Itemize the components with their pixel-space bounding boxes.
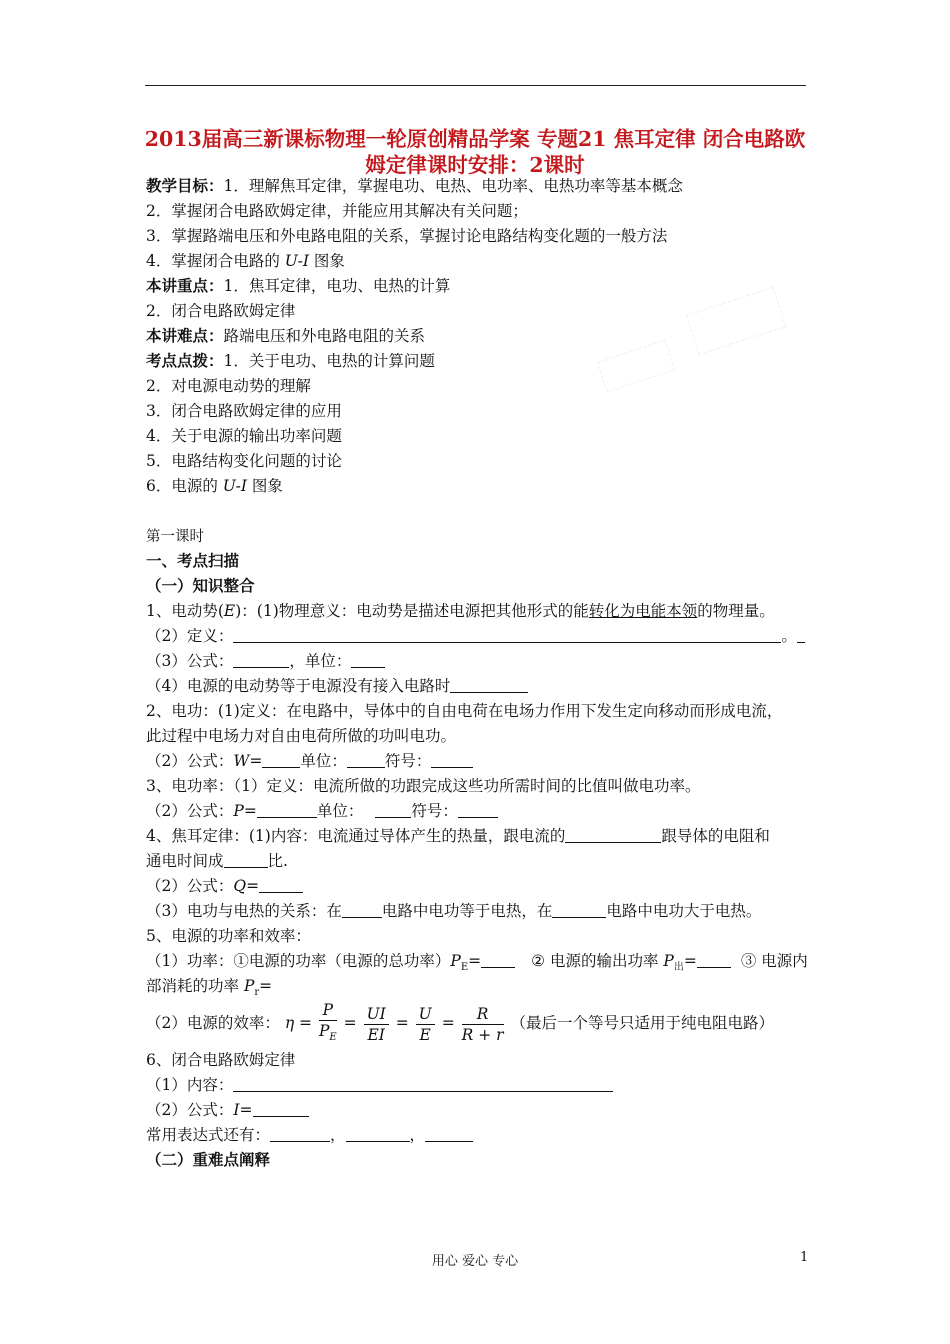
goal-item: 1．理解焦耳定律，掌握电功、电热、电功率、电热功率等基本概念 (223, 177, 683, 195)
text: = (683, 952, 697, 970)
text: = (299, 1014, 313, 1033)
text: （4）电源的电动势等于电源没有接入电路时 (146, 677, 451, 695)
subscript: E (329, 1032, 337, 1044)
work-definition-2: 此过程中电场力对自由电荷所做的功叫电功。 (146, 727, 457, 745)
subscript: E (460, 962, 469, 974)
page-footer: 用心 爱心 专心 (431, 1254, 519, 1269)
points-item: 1．关于电功、电热的计算问题 (223, 352, 435, 370)
blank[interactable] (450, 678, 528, 693)
text: 比. (267, 852, 288, 870)
focus-line-1 (146, 276, 450, 296)
blank[interactable] (262, 753, 300, 768)
text: （1）内容： (146, 1076, 234, 1094)
symbol: P (243, 977, 255, 995)
text: 4、焦耳定律：(1)内容：电流通过导体产生的热量，跟电流的 (146, 827, 566, 845)
text: 。 (781, 627, 797, 645)
blank[interactable] (224, 853, 268, 868)
text: = (468, 952, 482, 970)
blank[interactable] (257, 803, 317, 818)
fraction (364, 1004, 389, 1045)
text: （2）公式： (146, 1101, 234, 1119)
emf-meaning (146, 601, 775, 621)
text: = (246, 877, 260, 895)
text: （2）电源的效率： (146, 1014, 280, 1033)
blank[interactable] (233, 1077, 613, 1092)
text: ， (330, 1126, 346, 1144)
ohm-content (146, 1075, 613, 1095)
subscript: r (254, 987, 260, 999)
source-efficiency (146, 1000, 774, 1048)
joule-relation (146, 901, 761, 921)
focus-item: 2．闭合电路欧姆定律 (146, 302, 296, 320)
denominator: R + r (461, 1025, 504, 1044)
text: = (395, 1014, 409, 1033)
numerator: R (462, 1004, 504, 1025)
source-power-1 (146, 951, 808, 978)
fraction (416, 1004, 435, 1045)
ohm-common (146, 1125, 473, 1145)
text: 符号： (384, 752, 432, 770)
text: （2）公式： (146, 877, 234, 895)
joule-content-1 (146, 826, 770, 846)
watermark (597, 340, 675, 393)
points-item: 4．关于电源的输出功率问题 (146, 427, 342, 445)
goal-item: 3．掌握路端电压和外电路电阻的关系，掌握讨论电路结构变化题的一般方法 (146, 227, 668, 245)
text: 1、电动势( (146, 602, 224, 620)
text: 通电时间成 (146, 852, 224, 870)
blank[interactable] (351, 653, 385, 668)
text: 的物理量。 (697, 602, 775, 620)
denominator (319, 1021, 337, 1048)
symbol: P (450, 952, 461, 970)
power-formula (146, 801, 498, 821)
points-item-text: 图象 (246, 477, 283, 495)
text: 跟导体的电阻和 (661, 827, 770, 845)
text: 电路中电功等于电热，在 (381, 902, 553, 920)
focus-item: 1．焦耳定律，电功、电热的计算 (223, 277, 451, 295)
text: = (343, 1014, 357, 1033)
points-item: 2．对电源电动势的理解 (146, 377, 311, 395)
header-rule (145, 85, 806, 86)
document-title: 2013届高三新课标物理一轮原创精品学案 专题21 焦耳定律 闭合电路欧姆定律课时安排：2课时 (144, 127, 806, 177)
blank[interactable] (346, 1127, 410, 1142)
blank[interactable] (253, 1102, 309, 1117)
blank[interactable] (552, 903, 606, 918)
text: 单位： (300, 752, 347, 770)
text: 单位： (316, 802, 364, 820)
joule-content-2 (146, 851, 288, 871)
blank[interactable] (375, 803, 411, 818)
text: （3）电功与电热的关系：在 (146, 902, 342, 920)
fraction (319, 1000, 337, 1048)
underlined-text: 转化为电能本领 (588, 602, 698, 620)
text: 符号： (411, 802, 458, 820)
points-line-1 (146, 351, 435, 371)
page-number: 1 (800, 1250, 809, 1265)
numerator: U (416, 1004, 435, 1025)
text: )：(1)物理意义：电动势是描述电源把其他形式的能 (235, 602, 589, 620)
text: 电路中电功大于电热。 (606, 902, 762, 920)
text: ③ 电源内 (740, 952, 808, 970)
text: （2）定义： (146, 627, 234, 645)
joule-formula (146, 876, 303, 896)
denominator: E (419, 1025, 431, 1044)
points-item: 3．闭合电路欧姆定律的应用 (146, 402, 342, 420)
blank[interactable] (481, 953, 515, 968)
blank[interactable] (425, 1127, 473, 1142)
numerator: P (319, 1000, 337, 1021)
emf-definition (146, 626, 805, 646)
goal-item-text: 图象 (308, 252, 345, 270)
subscript: 出 (673, 962, 684, 974)
symbol: P (233, 802, 244, 820)
points-item: 5．电路结构变化问题的讨论 (146, 452, 342, 470)
points-item-6 (146, 476, 283, 496)
section-heading: 一、考点扫描 (146, 551, 240, 570)
subsection-heading: （一）知识整合 (146, 576, 255, 595)
difficulty-text: 路端电压和外电路电阻的关系 (223, 327, 426, 345)
watermark (686, 287, 786, 355)
text: = (441, 1014, 455, 1033)
lesson-label: 第一课时 (146, 529, 204, 545)
fraction (462, 1004, 504, 1045)
goals-label: 教学目标： (146, 176, 224, 195)
blank[interactable] (233, 653, 289, 668)
blank[interactable] (342, 903, 382, 918)
text: （3）公式： (146, 652, 234, 670)
symbol: P (318, 1022, 330, 1040)
difficulty-label: 本讲难点： (146, 326, 224, 345)
symbol: W (233, 752, 250, 770)
blank[interactable] (347, 753, 385, 768)
text: （2）公式： (146, 752, 234, 770)
text: （1）功率：①电源的功率（电源的总功率） (146, 952, 451, 970)
text: = (249, 752, 263, 770)
points-label: 考点点拨： (146, 351, 224, 370)
symbol: I (233, 1101, 240, 1119)
text: ，单位： (289, 652, 352, 670)
text: ② 电源的输出功率 (531, 952, 664, 970)
text: = (243, 802, 257, 820)
goals-line-1 (146, 176, 683, 196)
subsection-heading: （二）重难点阐释 (146, 1150, 271, 1169)
goal-item-4 (146, 251, 345, 271)
text: = (259, 977, 273, 995)
blank[interactable] (270, 1127, 330, 1142)
emf-formula (146, 651, 385, 671)
symbol: P (663, 952, 674, 970)
emf-note (146, 676, 528, 696)
blank (797, 628, 805, 643)
difficulty-line (146, 326, 425, 346)
goal-item: 2．掌握闭合电路欧姆定律，并能应用其解决有关问题； (146, 202, 528, 220)
ohm-heading: 6、闭合电路欧姆定律 (146, 1051, 296, 1069)
ui-term: U-I (222, 477, 247, 495)
work-formula (146, 751, 473, 771)
ohm-formula (146, 1100, 309, 1120)
source-heading: 5、电源的功率和效率： (146, 927, 311, 945)
numerator: UI (364, 1004, 389, 1025)
blank[interactable] (458, 803, 498, 818)
text: 常用表达式还有： (146, 1126, 271, 1144)
blank[interactable] (233, 628, 781, 643)
symbol: E (223, 602, 236, 620)
symbol: Q (233, 877, 247, 895)
work-definition-1: 2、电功：(1)定义：在电路中，导体中的自由电荷在电场力作用下发生定向移动而形成电流， (146, 702, 783, 720)
denominator: EI (367, 1025, 385, 1044)
power-definition: 3、电功率：（1）定义：电流所做的功跟完成这些功所需时间的比值叫做电功率。 (146, 777, 701, 795)
text: ， (409, 1126, 426, 1144)
ui-term: U-I (284, 252, 309, 270)
text: 部消耗的功率 (146, 977, 244, 995)
goal-item-text: 4．掌握闭合电路的 (146, 252, 285, 270)
blank[interactable] (259, 878, 303, 893)
blank[interactable] (431, 753, 473, 768)
focus-label: 本讲重点： (146, 276, 224, 295)
text: （2）公式： (146, 802, 234, 820)
points-item-text: 6．电源的 (146, 477, 223, 495)
blank[interactable] (565, 828, 661, 843)
text: （最后一个等号只适用于纯电阻电路） (510, 1014, 774, 1033)
blank[interactable] (697, 953, 731, 968)
symbol: η (284, 1014, 295, 1033)
text: = (239, 1101, 253, 1119)
